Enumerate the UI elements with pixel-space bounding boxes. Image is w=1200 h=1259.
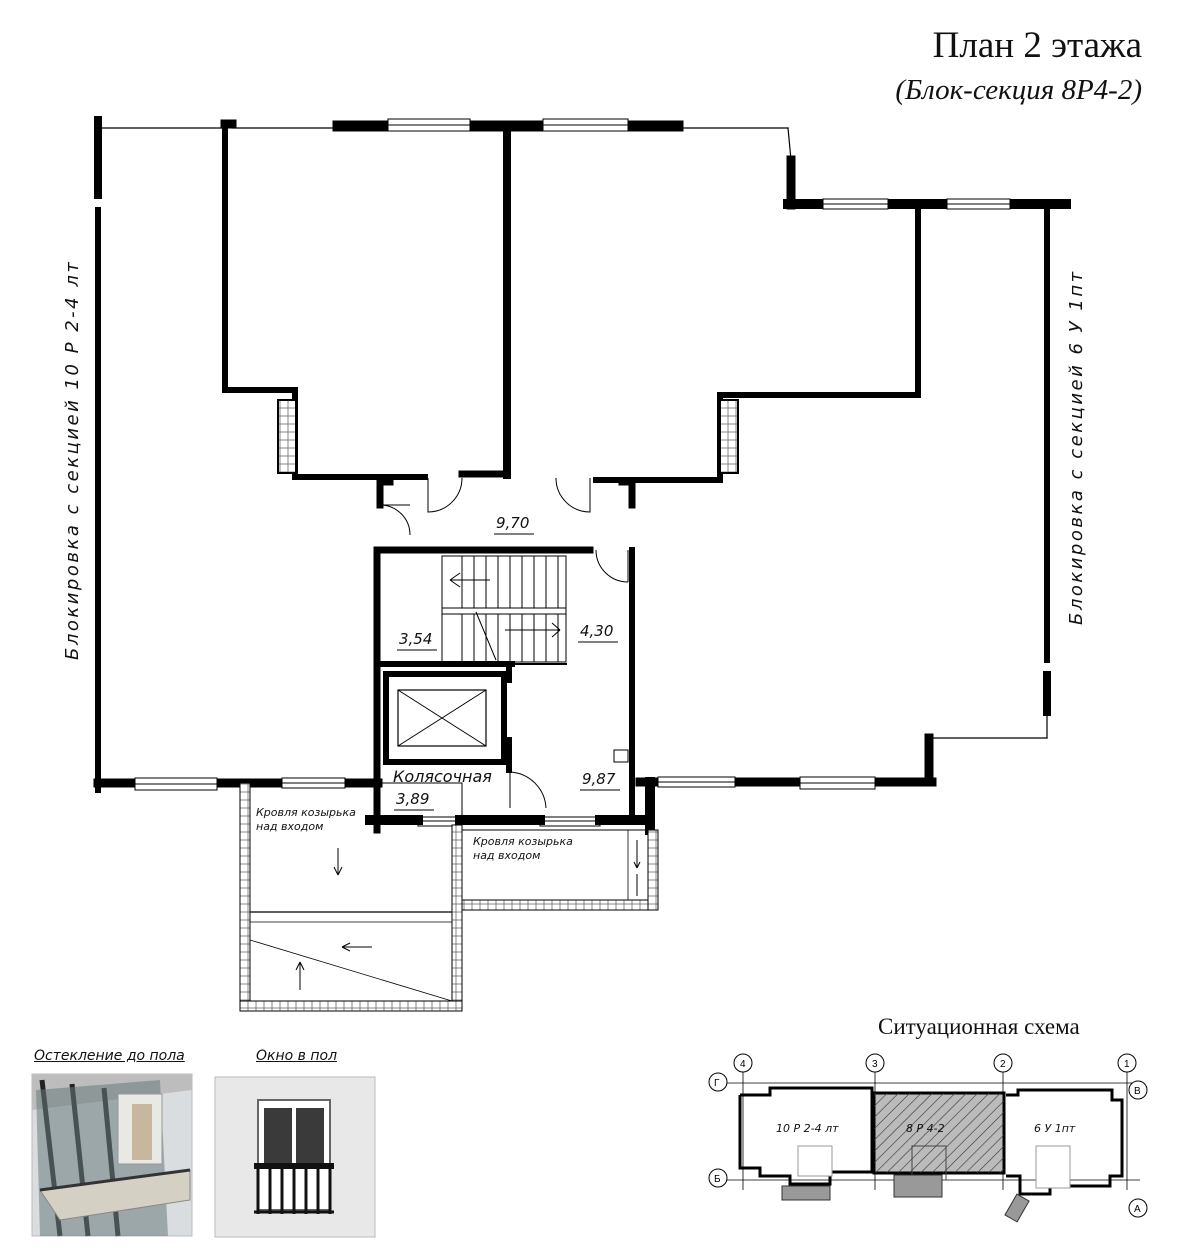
axis-2: 2: [1000, 1059, 1006, 1070]
canopy-left-label-1: Кровля козырька: [256, 806, 356, 819]
axis-1: 1: [1124, 1059, 1130, 1070]
axis-v: В: [1134, 1086, 1141, 1097]
situation-scheme-title: Ситуационная схема: [878, 1014, 1080, 1039]
axis-g: Г: [714, 1078, 720, 1089]
stroller-room-name: Колясочная: [393, 767, 492, 786]
axis-a: А: [1134, 1204, 1141, 1215]
axis-b: Б: [714, 1174, 721, 1185]
stair-area: 3,54: [399, 630, 433, 648]
section-8p-label: 8 Р 4-2: [906, 1122, 945, 1135]
glazing-photo-label: Остекление до пола: [34, 1048, 185, 1064]
hall-area: 4,30: [580, 622, 614, 640]
canopy-right-label-2: над входом: [473, 849, 541, 862]
page-subtitle: (Блок-секция 8Р4-2): [895, 74, 1142, 106]
canopy-left-label-2: над входом: [256, 820, 324, 833]
staircase: [442, 556, 566, 662]
right-side-label: Блокировка с секцией 6 У 1пт: [1066, 269, 1087, 625]
elevator-shaft: [386, 674, 504, 762]
section-6u-label: 6 У 1пт: [1034, 1122, 1076, 1135]
situation-scheme: [709, 1054, 1147, 1222]
left-side-label: Блокировка с секцией 10 Р 2-4 лт: [62, 259, 83, 660]
canopy-right-label-1: Кровля козырька: [473, 835, 573, 848]
axis-4: 4: [740, 1059, 746, 1070]
windows: [135, 119, 1010, 826]
section-10p-label: 10 Р 2-4 лт: [776, 1122, 839, 1135]
page-title: План 2 этажа: [932, 25, 1142, 66]
interior-walls: [225, 130, 918, 830]
corridor-area: 9,70: [496, 514, 530, 532]
axis-3: 3: [872, 1059, 878, 1070]
window-photo-label: Окно в пол: [256, 1048, 338, 1064]
window-to-floor-photo: [215, 1077, 375, 1237]
stroller-room-area: 3,89: [396, 790, 430, 808]
lobby-area: 9,87: [582, 770, 616, 788]
glazing-photo: [32, 1074, 192, 1236]
